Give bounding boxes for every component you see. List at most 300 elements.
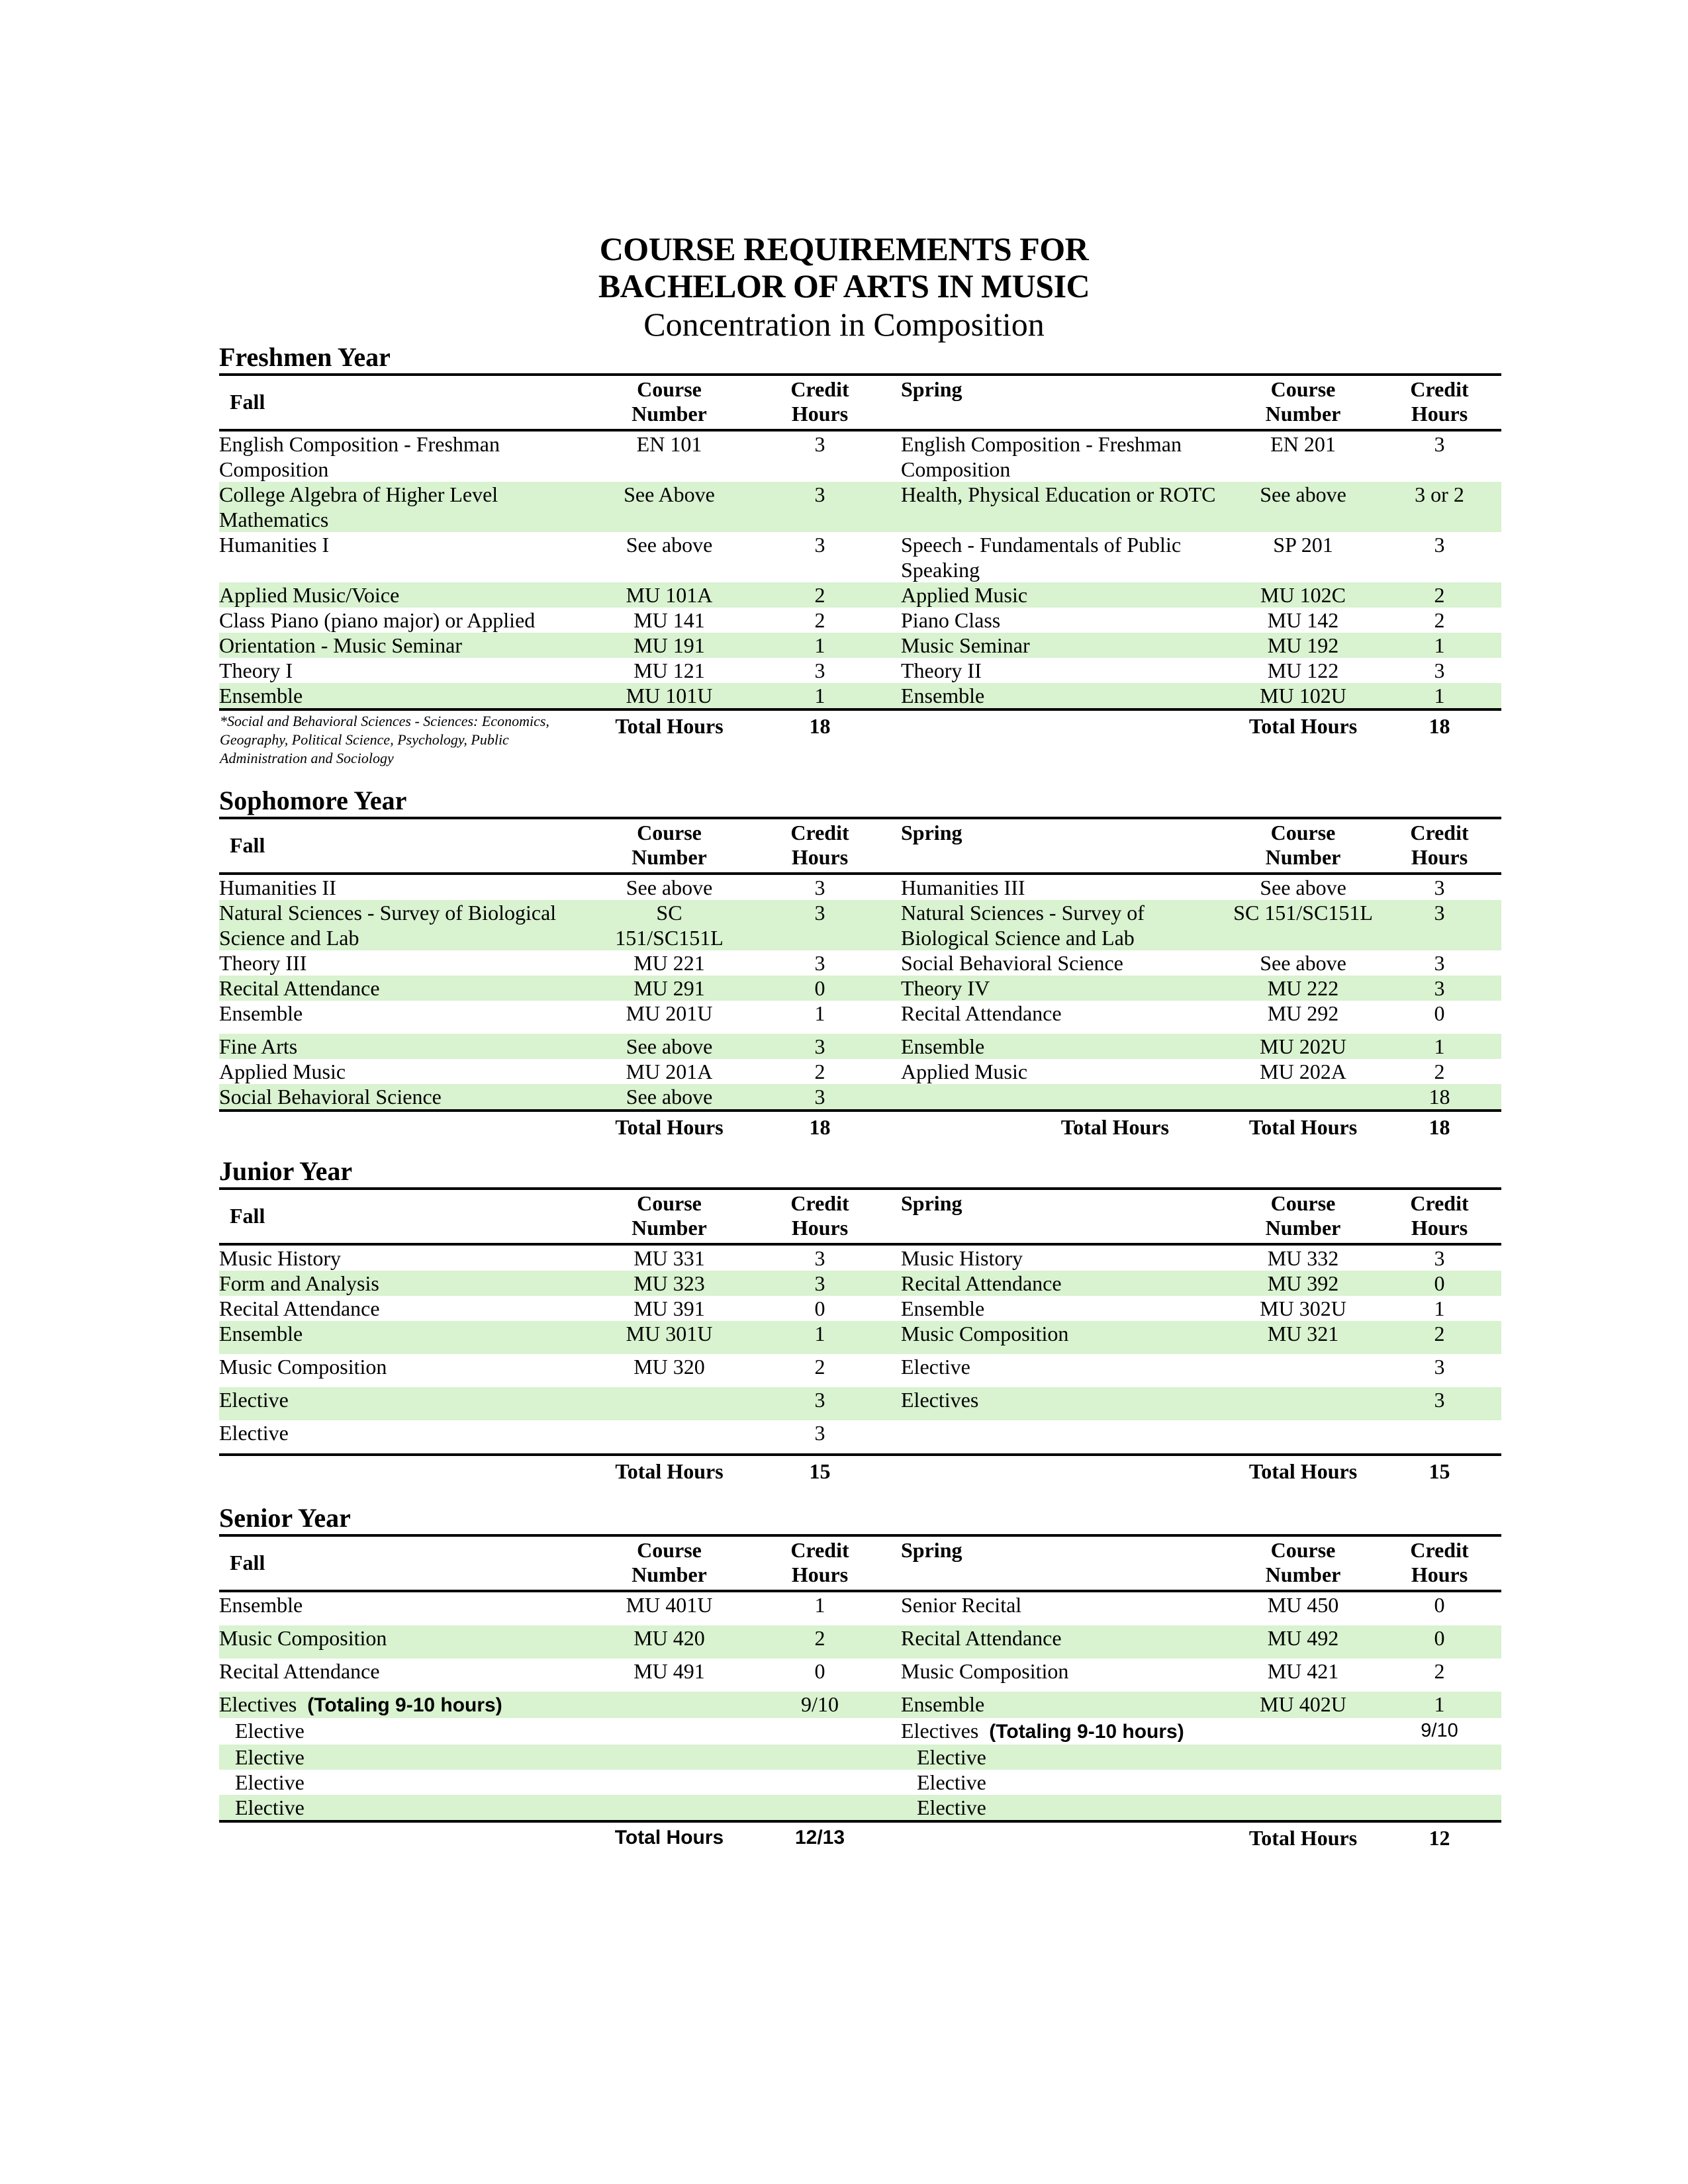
spring-credit-hours: 0: [1434, 1271, 1445, 1295]
spring-course-number: MU 402U: [1260, 1692, 1346, 1716]
fall-course-number: MU 141: [633, 608, 705, 632]
spring-total-value: 18: [1429, 714, 1450, 738]
course-name: Recital Attendance: [219, 1297, 380, 1320]
fall-course-number: MU 201U: [626, 1001, 713, 1025]
table-row: [219, 1034, 1501, 1059]
footnote: [219, 1455, 600, 1484]
year-section-freshmen: [219, 341, 1501, 768]
page-title-line-2: BACHELOR OF ARTS IN MUSIC: [598, 267, 1090, 304]
fall-course-number: MU 401U: [626, 1593, 713, 1617]
spring-course-name: [901, 1745, 1229, 1770]
spring-total-label: Total Hours: [1248, 1459, 1358, 1483]
spring-credit-hours: 3: [1434, 1355, 1445, 1379]
spring-course-number: [1229, 1770, 1378, 1795]
spring-credit-hours: 3: [1434, 432, 1445, 456]
fall-course-number: MU 221: [633, 951, 705, 975]
fall-course-name: [219, 532, 600, 582]
fall-credit-hours: 2: [814, 1355, 825, 1379]
spring-course-name: [901, 658, 1229, 683]
year-title: Freshmen Year: [219, 342, 391, 372]
fall-course-name: [219, 976, 600, 1001]
fall-total-label: Total Hours: [615, 1459, 724, 1483]
header-fall: Fall: [230, 1550, 265, 1574]
fall-total-value: 12/13: [794, 1827, 845, 1848]
spring-credit-hours: 1: [1434, 1297, 1445, 1320]
fall-credit-hours: [739, 1770, 901, 1795]
fall-course-name: [219, 683, 600, 709]
table-row: [219, 1084, 1501, 1111]
course-name: Elective: [219, 1421, 289, 1445]
spring-course-name: [901, 1795, 1229, 1821]
spring-course-name: [901, 874, 1229, 900]
fall-course-number: MU 101A: [626, 583, 713, 607]
header-fall: Fall: [230, 1203, 265, 1228]
course-name: Social Behavioral Science: [901, 951, 1123, 975]
course-name: Ensemble: [219, 1001, 303, 1025]
spring-credit-hours: [1378, 1745, 1501, 1770]
header-fall: Fall: [230, 833, 265, 857]
fall-course-number: MU 491: [633, 1659, 705, 1683]
spring-credit-hours: 3: [1434, 1246, 1445, 1270]
fall-credit-hours: 2: [814, 1626, 825, 1650]
course-name: Elective: [917, 1745, 986, 1769]
course-name: Music Composition: [901, 1322, 1069, 1345]
spring-credit-hours: [1378, 1795, 1501, 1821]
fall-course-name: [219, 874, 600, 900]
fall-course-number: [600, 1745, 739, 1770]
course-name: Elective: [235, 1770, 305, 1794]
fall-course-name: [219, 633, 600, 658]
fall-course-name: [219, 1034, 600, 1059]
totals-row: [219, 1821, 1501, 1851]
spring-course-name: [901, 1625, 1229, 1659]
table-row: [219, 1354, 1501, 1387]
course-name: College Algebra of Higher Level Mathematics: [219, 482, 498, 531]
fall-credit-hours: 1: [814, 1322, 825, 1345]
spring-course-number: MU 392: [1267, 1271, 1339, 1295]
fall-course-number: MU 291: [633, 976, 705, 1000]
course-name: Form and Analysis: [219, 1271, 379, 1295]
spring-course-number: MU 202A: [1260, 1060, 1346, 1083]
header-credit-hours: Credit Hours: [790, 377, 849, 426]
fall-credit-hours: 2: [814, 1060, 825, 1083]
table-row: [219, 1625, 1501, 1659]
spring-total-value: 18: [1429, 1115, 1450, 1139]
spring-credit-hours: 2: [1434, 583, 1445, 607]
fall-course-name: [219, 1718, 600, 1745]
table-row: [219, 608, 1501, 633]
spring-total-value: 12: [1429, 1826, 1450, 1850]
fall-course-number: [600, 1770, 739, 1795]
spring-course-number: MU 192: [1267, 633, 1339, 657]
table-row: [219, 1244, 1501, 1271]
fall-total-label: Total Hours: [614, 1827, 724, 1848]
course-name: Music History: [219, 1246, 341, 1270]
middle-total-label: [901, 1455, 1229, 1484]
fall-course-number: [600, 1692, 739, 1718]
header-credit-hours: Credit Hours: [790, 1538, 849, 1586]
course-table-freshmen: [219, 373, 1501, 768]
spring-course-number: MU 492: [1267, 1626, 1339, 1650]
spring-course-number: [1229, 1795, 1378, 1821]
course-name: English Composition - Freshman Composition: [219, 432, 500, 481]
spring-course-number: MU 421: [1267, 1659, 1339, 1683]
course-name: Applied Music: [219, 1060, 346, 1083]
table-row: [219, 633, 1501, 658]
table-row: [219, 658, 1501, 683]
fall-credit-hours: 0: [814, 976, 825, 1000]
fall-course-number: See above: [626, 1085, 713, 1109]
fall-credit-hours: 2: [814, 608, 825, 632]
spring-total-label: Total Hours: [1248, 714, 1358, 738]
course-name: Natural Sciences - Survey of Biological Science and Lab: [219, 901, 557, 950]
middle-total-label: [901, 1821, 1229, 1851]
header-credit-hours: Credit Hours: [790, 821, 849, 869]
course-name: Orientation - Music Seminar: [219, 633, 463, 657]
fall-course-name: [219, 1001, 600, 1034]
footnote: [219, 1821, 600, 1851]
spring-credit-hours: 3: [1434, 1388, 1445, 1412]
table-row: [219, 430, 1501, 482]
fall-credit-hours: 1: [814, 1001, 825, 1025]
fall-credit-hours: 0: [814, 1659, 825, 1683]
header-course-number: Course Number: [632, 377, 707, 426]
spring-course-number: [1229, 1718, 1378, 1745]
spring-course-number: MU 450: [1267, 1593, 1339, 1617]
spring-course-name: [901, 950, 1229, 976]
fall-total-label: Total Hours: [615, 1115, 724, 1139]
course-name: Ensemble: [219, 1593, 303, 1617]
spring-course-name: [901, 1770, 1229, 1795]
spring-course-name: [901, 1296, 1229, 1321]
course-name: Electives: [901, 1719, 979, 1743]
spring-course-number: MU 332: [1267, 1246, 1339, 1270]
spring-total-label: Total Hours: [1248, 1115, 1358, 1139]
fall-course-name: [219, 1321, 600, 1354]
fall-course-name: [219, 1795, 600, 1821]
spring-course-number: [1229, 1387, 1378, 1420]
spring-course-name: [901, 1244, 1229, 1271]
course-name: Ensemble: [219, 1322, 303, 1345]
spring-credit-hours: 2: [1434, 1322, 1445, 1345]
fall-course-name: [219, 1084, 600, 1111]
table-row: [219, 1591, 1501, 1625]
course-name: Theory I: [219, 659, 293, 682]
spring-credit-hours: 3 or 2: [1415, 482, 1464, 506]
spring-course-name: [901, 1001, 1229, 1034]
spring-course-name: [901, 1692, 1229, 1718]
fall-course-number: See above: [626, 1034, 713, 1058]
fall-course-number: MU 320: [633, 1355, 705, 1379]
fall-course-name: [219, 1387, 600, 1420]
spring-course-number: EN 201: [1270, 432, 1336, 456]
fall-course-number: MU 101U: [626, 684, 713, 707]
spring-credit-hours: 2: [1434, 1060, 1445, 1083]
spring-credit-hours: 0: [1434, 1001, 1445, 1025]
footnote: [219, 1111, 600, 1140]
header-credit-hours: Credit Hours: [1410, 377, 1469, 426]
fall-credit-hours: 3: [814, 1388, 825, 1412]
header-credit-hours: Credit Hours: [1410, 1191, 1469, 1240]
fall-course-number: MU 331: [633, 1246, 705, 1270]
fall-credit-hours: 3: [814, 432, 825, 456]
table-row: [219, 900, 1501, 950]
course-name: Music Composition: [901, 1659, 1069, 1683]
spring-total-value: 15: [1429, 1459, 1450, 1483]
spring-course-number: MU 292: [1267, 1001, 1339, 1025]
course-name: Recital Attendance: [901, 1001, 1062, 1025]
spring-course-name: [901, 1059, 1229, 1084]
fall-course-number: [600, 1387, 739, 1420]
table-header-row: [219, 1189, 1501, 1244]
spring-course-name: [901, 582, 1229, 608]
course-name: English Composition - Freshman Composition: [901, 432, 1182, 481]
spring-course-number: [1229, 1354, 1378, 1387]
fall-credit-hours: [739, 1745, 901, 1770]
fall-credit-hours: 3: [814, 1246, 825, 1270]
header-spring: Spring: [901, 377, 962, 401]
header-course-number: Course Number: [632, 821, 707, 869]
course-name: Recital Attendance: [901, 1626, 1062, 1650]
table-row: [219, 582, 1501, 608]
fall-credit-hours: 3: [814, 1421, 825, 1445]
fall-course-name: [219, 1692, 600, 1718]
spring-course-name: [901, 1271, 1229, 1296]
fall-course-name: [219, 430, 600, 482]
fall-course-number: See above: [626, 876, 713, 899]
spring-course-number: [1229, 1745, 1378, 1770]
fall-course-name: [219, 1296, 600, 1321]
fall-course-name: [219, 900, 600, 950]
course-name: Applied Music: [901, 583, 1028, 607]
course-name: Ensemble: [901, 1692, 985, 1716]
course-name: Elective: [235, 1719, 305, 1743]
course-name: Music Seminar: [901, 633, 1030, 657]
fall-course-name: [219, 582, 600, 608]
course-name: Applied Music: [901, 1060, 1028, 1083]
fall-credit-hours: 3: [814, 951, 825, 975]
spring-credit-hours: [1378, 1770, 1501, 1795]
fall-credit-hours: 3: [814, 901, 825, 925]
fall-course-name: [219, 658, 600, 683]
spring-credit-hours: 18: [1429, 1085, 1450, 1109]
spring-course-number: See above: [1260, 876, 1346, 899]
spring-credit-hours: 9/10: [1421, 1720, 1458, 1741]
table-header-row: [219, 1535, 1501, 1591]
fall-course-number: [600, 1795, 739, 1821]
course-name: Senior Recital: [901, 1593, 1022, 1617]
fall-total-label: Total Hours: [615, 714, 724, 738]
spring-credit-hours: 3: [1434, 659, 1445, 682]
fall-course-number: EN 101: [636, 432, 702, 456]
fall-credit-hours: 2: [814, 583, 825, 607]
course-name: Recital Attendance: [219, 976, 380, 1000]
course-name: Theory II: [901, 659, 982, 682]
spring-credit-hours: [1378, 1420, 1501, 1455]
year-title: Junior Year: [219, 1156, 353, 1186]
spring-course-number: MU 302U: [1260, 1297, 1346, 1320]
spring-course-name: [901, 1420, 1229, 1455]
table-row: [219, 1659, 1501, 1692]
spring-course-name: [901, 1084, 1229, 1111]
header-spring: Spring: [901, 1191, 962, 1215]
spring-course-number: MU 102U: [1260, 684, 1346, 707]
fall-course-name: [219, 1420, 600, 1455]
table-row: [219, 1420, 1501, 1455]
spring-course-name: [901, 1321, 1229, 1354]
page-title-line-1: COURSE REQUIREMENTS FOR: [599, 230, 1089, 267]
fall-credit-hours: [739, 1795, 901, 1821]
header-credit-hours: Credit Hours: [1410, 821, 1469, 869]
header-course-number: Course Number: [1265, 821, 1341, 869]
course-name: Elective: [219, 1388, 289, 1412]
spring-course-name: [901, 976, 1229, 1001]
middle-total-label: [901, 709, 1229, 768]
electives-note: (Totaling 9-10 hours): [989, 1721, 1184, 1743]
fall-course-number: SC 151/SC151L: [615, 901, 724, 950]
course-name: Electives: [219, 1692, 297, 1716]
spring-course-name: [901, 1659, 1229, 1692]
fall-course-name: [219, 482, 600, 532]
spring-credit-hours: 3: [1434, 901, 1445, 925]
spring-course-number: SP 201: [1273, 533, 1333, 557]
table-row: [219, 1296, 1501, 1321]
fall-course-number: See Above: [624, 482, 715, 506]
course-table-sophomore: [219, 817, 1501, 1140]
spring-course-name: [901, 1034, 1229, 1059]
spring-course-name: [901, 482, 1229, 532]
fall-course-number: [600, 1718, 739, 1745]
year-title: Sophomore Year: [219, 786, 407, 815]
spring-course-number: [1229, 1420, 1378, 1455]
fall-course-name: [219, 1271, 600, 1296]
fall-credit-hours: 9/10: [801, 1692, 839, 1716]
course-name: Recital Attendance: [219, 1659, 380, 1683]
course-name: Ensemble: [901, 1034, 985, 1058]
table-row: [219, 482, 1501, 532]
page-subtitle: Concentration in Composition: [643, 306, 1045, 343]
spring-course-name: [901, 1591, 1229, 1625]
year-section-sophomore: [219, 785, 1501, 1140]
spring-course-number: MU 202U: [1260, 1034, 1346, 1058]
course-name: Humanities III: [901, 876, 1025, 899]
fall-credit-hours: 3: [814, 1085, 825, 1109]
spring-total-label: Total Hours: [1248, 1826, 1358, 1850]
spring-course-number: MU 102C: [1260, 583, 1346, 607]
spring-course-name: [901, 608, 1229, 633]
fall-credit-hours: 3: [814, 533, 825, 557]
header-course-number: Course Number: [632, 1538, 707, 1586]
spring-credit-hours: 0: [1434, 1593, 1445, 1617]
spring-credit-hours: 1: [1434, 1692, 1445, 1716]
course-name: Humanities II: [219, 876, 336, 899]
fall-course-name: [219, 950, 600, 976]
course-name: Applied Music/Voice: [219, 583, 400, 607]
fall-course-number: MU 201A: [626, 1060, 713, 1083]
course-name: Health, Physical Education or ROTC: [901, 482, 1216, 506]
spring-course-number: See above: [1260, 482, 1346, 506]
course-name: Speech - Fundamentals of Public Speaking: [901, 533, 1182, 582]
course-name: Social Behavioral Science: [219, 1085, 442, 1109]
course-name: Piano Class: [901, 608, 1001, 632]
fall-course-number: MU 420: [633, 1626, 705, 1650]
table-row: [219, 1745, 1501, 1770]
course-name: Music History: [901, 1246, 1023, 1270]
spring-course-number: See above: [1260, 951, 1346, 975]
spring-credit-hours: 1: [1434, 684, 1445, 707]
totals-row: [219, 709, 1501, 768]
fall-credit-hours: 3: [814, 482, 825, 506]
spring-course-number: MU 122: [1267, 659, 1339, 682]
fall-credit-hours: 3: [814, 1271, 825, 1295]
totals-row: [219, 1111, 1501, 1140]
fall-credit-hours: 3: [814, 1034, 825, 1058]
year-title: Senior Year: [219, 1503, 351, 1533]
table-row: [219, 1718, 1501, 1745]
fall-credit-hours: 0: [814, 1297, 825, 1320]
spring-course-name: [901, 900, 1229, 950]
spring-course-number: [1229, 1084, 1378, 1111]
course-name: Humanities I: [219, 533, 330, 557]
fall-credit-hours: 3: [814, 659, 825, 682]
table-row: [219, 1059, 1501, 1084]
spring-course-name: [901, 532, 1229, 582]
course-name: Class Piano (piano major) or Applied: [219, 608, 536, 632]
fall-course-number: MU 391: [633, 1297, 705, 1320]
spring-credit-hours: 3: [1434, 533, 1445, 557]
table-row: [219, 1692, 1501, 1718]
spring-course-name: [901, 633, 1229, 658]
spring-course-number: MU 321: [1267, 1322, 1339, 1345]
course-name: Theory III: [219, 951, 307, 975]
spring-course-number: MU 142: [1267, 608, 1339, 632]
course-name: Elective: [917, 1796, 986, 1819]
fall-course-name: [219, 1745, 600, 1770]
spring-credit-hours: 3: [1434, 951, 1445, 975]
fall-credit-hours: 1: [814, 684, 825, 707]
header-fall: Fall: [230, 389, 265, 414]
fall-course-name: [219, 1770, 600, 1795]
spring-credit-hours: 2: [1434, 1659, 1445, 1683]
course-name: Elective: [235, 1745, 305, 1769]
spring-credit-hours: 3: [1434, 976, 1445, 1000]
header-credit-hours: Credit Hours: [790, 1191, 849, 1240]
course-name: Ensemble: [219, 684, 303, 707]
fall-course-name: [219, 1244, 600, 1271]
course-name: Recital Attendance: [901, 1271, 1062, 1295]
table-header-row: [219, 818, 1501, 874]
course-name: Music Composition: [219, 1626, 387, 1650]
table-row: [219, 1387, 1501, 1420]
header-credit-hours: Credit Hours: [1410, 1538, 1469, 1586]
fall-course-number: MU 323: [633, 1271, 705, 1295]
header-course-number: Course Number: [1265, 377, 1341, 426]
fall-course-number: MU 121: [633, 659, 705, 682]
fall-course-name: [219, 1059, 600, 1084]
course-name: Electives: [901, 1388, 979, 1412]
fall-credit-hours: [739, 1718, 901, 1745]
fall-credit-hours: 3: [814, 876, 825, 899]
course-name: Elective: [917, 1770, 986, 1794]
course-name: Music Composition: [219, 1355, 387, 1379]
fall-course-number: MU 191: [633, 633, 705, 657]
fall-course-name: [219, 1354, 600, 1387]
fall-credit-hours: 1: [814, 633, 825, 657]
table-header-row: [219, 375, 1501, 430]
spring-credit-hours: 1: [1434, 1034, 1445, 1058]
fall-credit-hours: 1: [814, 1593, 825, 1617]
fall-course-name: [219, 1591, 600, 1625]
